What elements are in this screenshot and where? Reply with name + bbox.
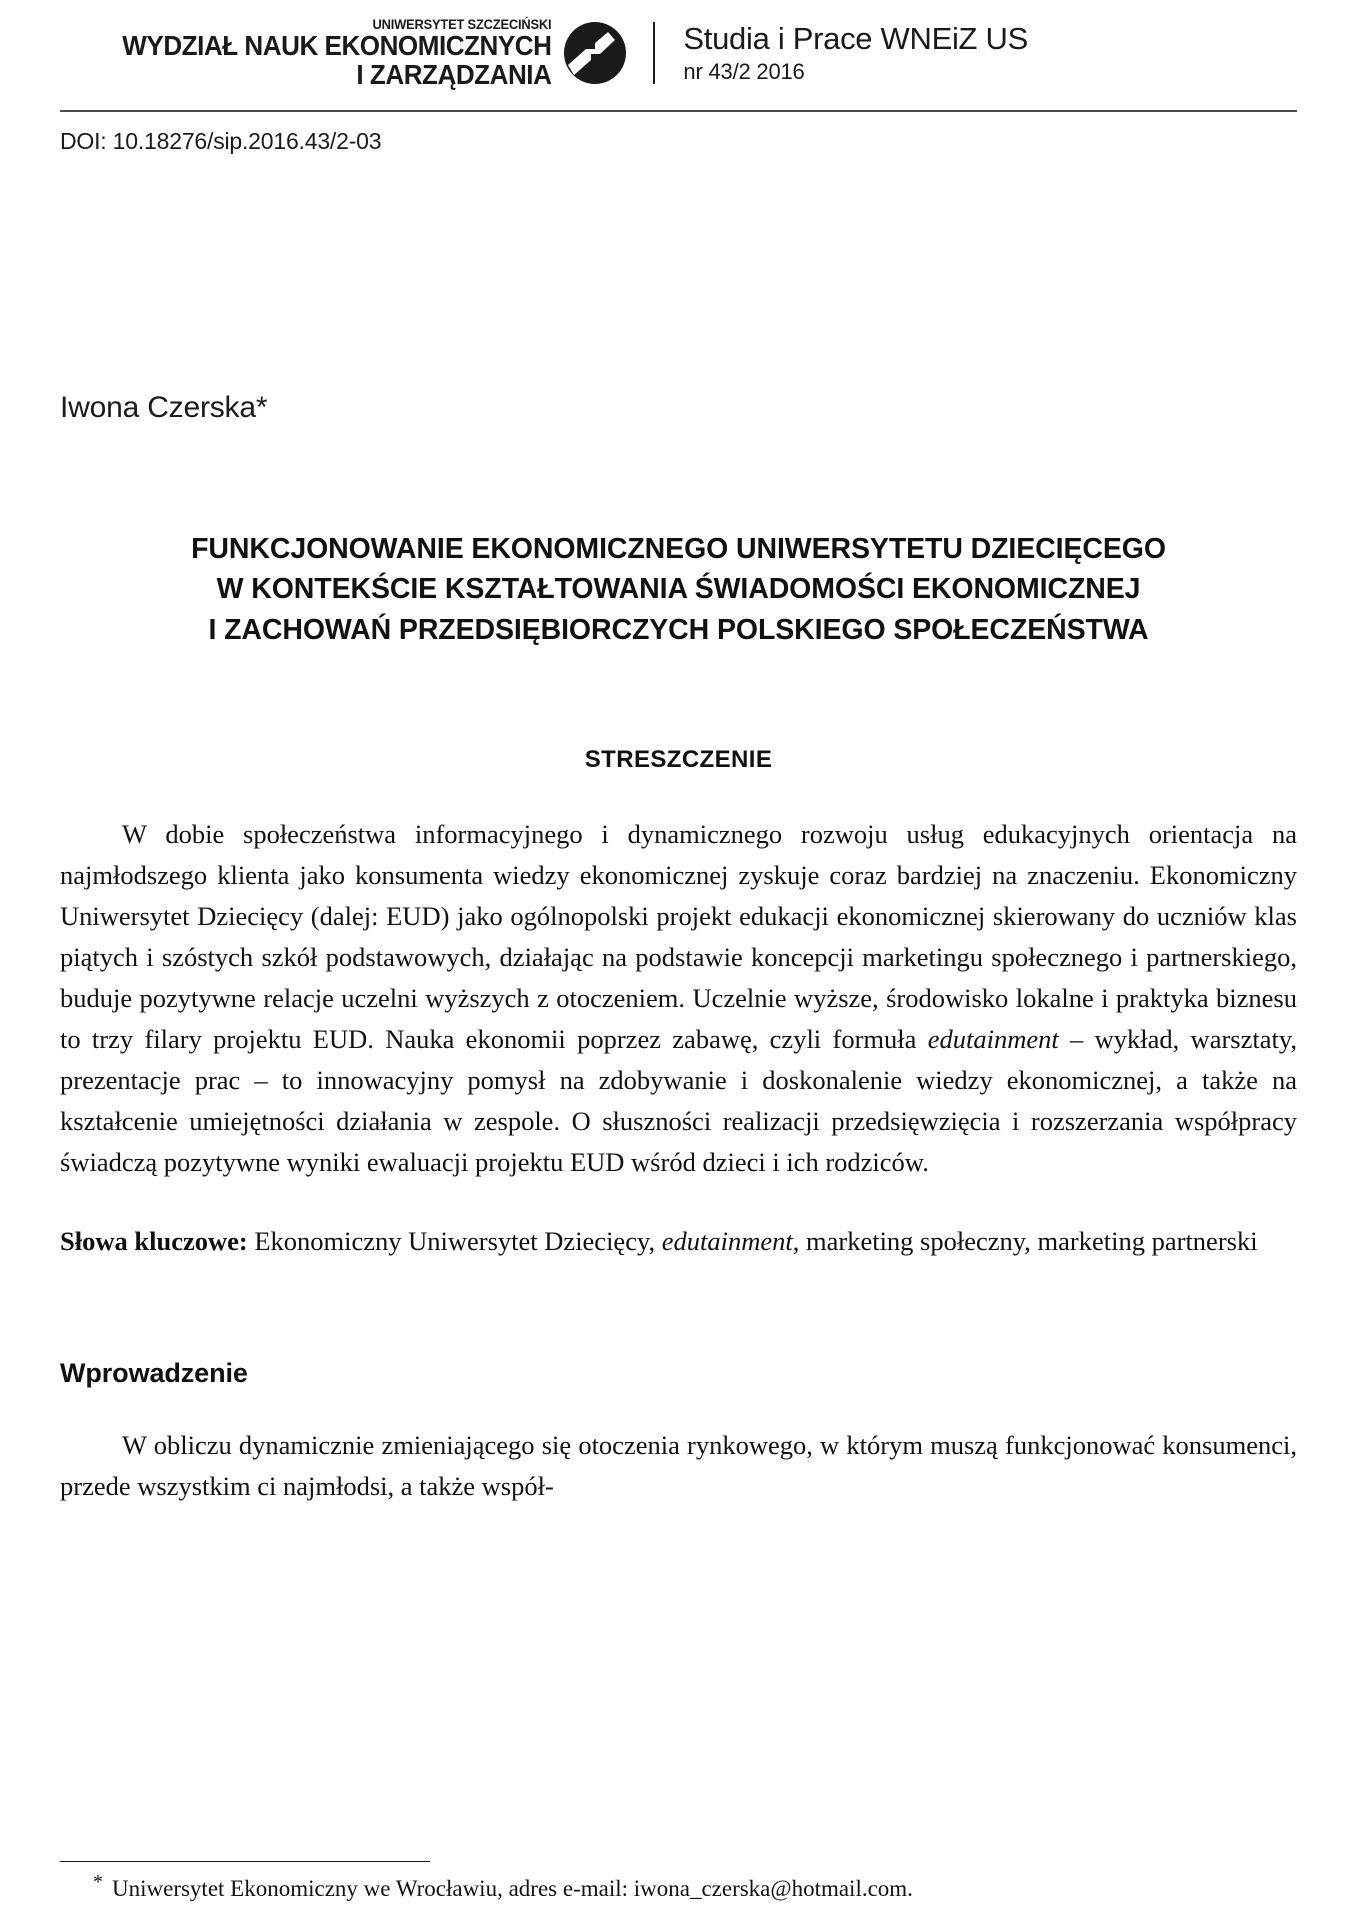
footnote xyxy=(60,1861,1297,1904)
faculty-logo-block xyxy=(60,17,627,90)
faculty-wordmark xyxy=(90,17,551,90)
article-title-line-1: FUNKCJONOWANIE EKONOMICZNEGO UNIWERSYTETU DZIECIĘCEGO xyxy=(191,533,1166,565)
faculty-university-label: UNIWERSYTET SZCZECIŃSKI xyxy=(372,15,552,32)
faculty-name-line-2: I ZARZĄDZANIA xyxy=(356,59,552,91)
keywords-label: Słowa kluczowe: xyxy=(60,1225,248,1256)
keywords-italic-term-1: edutainment xyxy=(661,1225,793,1256)
footnote-affiliation: Uniwersytet Ekonomiczny we Wrocławiu, adres e-mail: iwona_czerska@hotmail.com. xyxy=(112,1875,913,1901)
journal-identity xyxy=(683,20,1028,87)
keywords-line xyxy=(60,1221,1297,1262)
abstract-heading: STRESZCZENIE xyxy=(584,746,773,774)
header-rule xyxy=(60,110,1297,112)
faculty-name-line-1: WYDZIAŁ NAUK EKONOMICZNYCH xyxy=(122,30,552,62)
keywords-text-part-1: Ekonomiczny Uniwersytet Dziecięcy, xyxy=(247,1225,662,1256)
doi-line: DOI: 10.18276/sip.2016.43/2-03 xyxy=(60,128,382,154)
page-title xyxy=(60,529,1297,650)
keywords-text-part-2: , marketing społeczny, marketing partnerski xyxy=(792,1225,1258,1256)
introduction-paragraph: W obliczu dynamicznie zmieniającego się otoczenia rynkowego, w którym muszą funkcjonować konsumenci, przede wszystkim ci najmłodsi, a także współ- xyxy=(60,1429,1297,1501)
abstract-italic-term-1: edutainment xyxy=(927,1024,1059,1055)
abstract-body xyxy=(60,814,1297,1182)
masthead-divider xyxy=(653,22,655,84)
footnote-text xyxy=(60,1870,1297,1904)
footnote-rule xyxy=(60,1861,430,1862)
section-heading-introduction: Wprowadzenie xyxy=(60,1357,248,1388)
journal-issue: nr 43/2 2016 xyxy=(683,59,805,85)
abstract-text-part-2: – wykład, warsztaty, prezentacje prac – to innowacyjny pomysł na zdobywanie i doskonalenie wiedzy ekonomicznej, a także na kształcenie umiejętności działania w zespole. O słuszności realizacji przedsięwzięcia i rozszerzania współpracy świadczą pozytywne wyniki ewaluacji projektu EUD wśród dzieci i ich rodziców. xyxy=(60,1024,1297,1177)
article-title-line-3: I ZACHOWAŃ PRZEDSIĘBIORCZYCH POLSKIEGO SPOŁECZEŃSTWA xyxy=(208,613,1149,646)
pie-chart-logo-icon xyxy=(563,21,627,85)
article-title-line-2: W KONTEKŚCIE KSZTAŁTOWANIA ŚWIADOMOŚCI EKONOMICZNEJ xyxy=(216,573,1141,606)
abstract-text-part-1: W dobie społeczeństwa informacyjnego i dynamicznego rozwoju usług edukacyjnych orientacja na najmłodszego klienta jako konsumenta wiedzy ekonomicznej zyskuje coraz bardziej na znaczeniu. Ekonomiczny Uniwersytet Dziecięcy (dalej: EUD) jako ogólnopolski projekt edukacji ekonomicznej skierowany do uczniów klas piątych i szóstych szkół podstawowych, działając na podstawie koncepcji marketingu społecznego i partnerskiego, buduje pozytywne relacje uczelni wyższych z otoczeniem. Uczelnie wyższe, środowisko lokalne i praktyka biznesu to trzy filary projektu EUD. Nauka ekonomii poprzez zabawę, czyli formuła xyxy=(60,819,1297,1055)
author-name: Iwona Czerska* xyxy=(60,391,268,424)
masthead xyxy=(60,0,1297,98)
journal-title: Studia i Prace WNEiZ US xyxy=(683,20,1028,56)
abstract-paragraph xyxy=(60,814,1297,1182)
footnote-marker: * xyxy=(93,1870,103,1893)
introduction-body xyxy=(60,1425,1297,1507)
